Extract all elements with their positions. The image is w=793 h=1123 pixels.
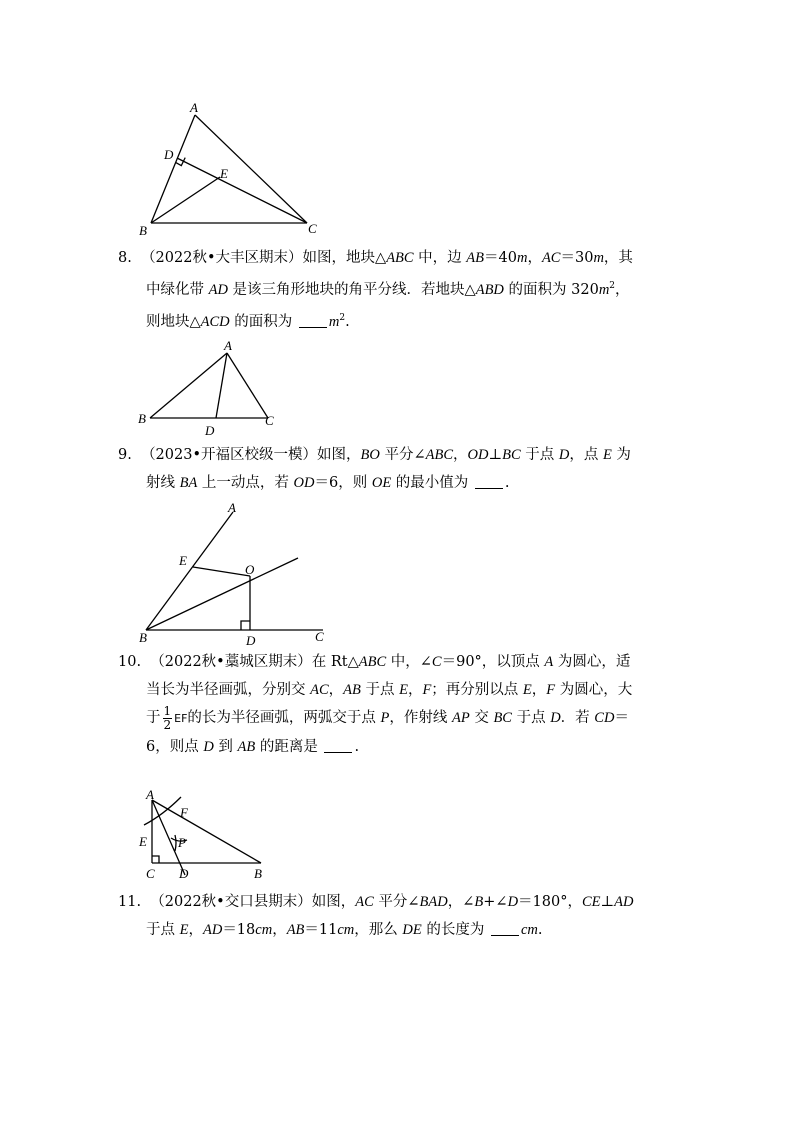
segment-DC	[177, 158, 307, 223]
label-P: P	[178, 835, 186, 850]
label-D: D	[179, 866, 189, 881]
figure-q7	[130, 95, 340, 240]
question-10	[118, 648, 678, 761]
label-D: D	[246, 633, 256, 648]
ray-BO	[146, 558, 298, 630]
right-angle-mark-D	[241, 621, 250, 630]
segment-AD	[216, 353, 227, 418]
segment-AB	[151, 115, 195, 223]
q10-line-4: 6，则点 D 到 AB 的距离是 .	[146, 739, 360, 755]
segment-AC	[195, 115, 307, 223]
q9-line-1: 9. （2023•开福区校级一模）如图，BO 平分∠ABC，OD⊥BC 于点 D，点 E 为	[118, 447, 631, 463]
label-C: C	[315, 629, 324, 644]
segment-AB	[152, 800, 261, 863]
label-A: A	[146, 787, 154, 802]
answer-blank[interactable]	[491, 921, 519, 936]
segment-AB	[150, 353, 227, 418]
q8-line-2: 中绿化带 AD 是该三角形地块的角平分线．若地块△ABD 的面积为 $320m^2$，	[146, 281, 630, 298]
label-E: E	[179, 553, 187, 568]
label-B: B	[254, 866, 262, 881]
label-B: B	[139, 223, 147, 238]
answer-blank[interactable]	[324, 738, 352, 753]
label-B: B	[138, 411, 146, 426]
q11-line-1: 11. （2022秋•交口县期末）如图，AC 平分∠BAD，∠B+∠D＝180°，CE⊥AD	[118, 894, 634, 910]
figure-q10	[130, 785, 280, 885]
question-8	[118, 244, 678, 336]
figure-q8	[130, 335, 290, 440]
q10-line-3: 于 $\frac{1}{2}$ EF的长为半径画弧，两弧交于点 P，作射线 AP 交 BC 于点 D．若 CD＝	[146, 703, 629, 732]
fraction-one-half: $\frac{1}{2}$	[163, 703, 172, 732]
label-C: C	[308, 221, 317, 236]
answer-blank[interactable]	[475, 474, 503, 489]
question-11	[118, 888, 678, 944]
q8-line-3: 则地块△ACD 的面积为 $m^2$.	[146, 312, 350, 330]
q9-line-2: 射线 BA 上一动点，若 OD＝6，则 OE 的最小值为 .	[146, 475, 510, 491]
label-B: B	[139, 630, 147, 645]
label-F: F	[180, 805, 188, 820]
label-O: O	[245, 562, 255, 577]
arc-P-2	[175, 835, 176, 851]
label-E: E	[139, 834, 147, 849]
question-9	[118, 441, 678, 497]
label-A: A	[190, 100, 198, 115]
segment-BE	[151, 177, 220, 223]
label-A: A	[224, 338, 232, 353]
answer-blank[interactable]	[299, 313, 327, 328]
label-D: D	[205, 423, 215, 438]
q10-line-1: 10. （2022秋•藁城区期末）在 Rt△ABC 中，∠C＝90°，以顶点 A 为圆心，适	[118, 654, 631, 670]
segment-EO	[193, 567, 250, 576]
label-E: E	[220, 166, 228, 181]
q8-line-1: 8. （2022秋•大丰区期末）如图，地块△ABC 中，边 AB＝40m，AC＝30m，其	[118, 250, 633, 266]
segment-AC	[227, 353, 268, 418]
q11-line-2: 于点 E，AD＝18cm，AB＝11cm，那么 DE 的长度为 cm.	[146, 922, 543, 938]
label-C: C	[265, 413, 274, 428]
q10-line-2: 当长为半径画弧，分别交 AC，AB 于点 E，F；再分别以点 E，F 为圆心，大	[146, 682, 633, 698]
label-C: C	[146, 866, 155, 881]
figure-q9	[130, 498, 340, 648]
label-D: D	[164, 147, 174, 162]
right-angle-mark-C	[152, 856, 159, 863]
label-A: A	[228, 500, 236, 515]
